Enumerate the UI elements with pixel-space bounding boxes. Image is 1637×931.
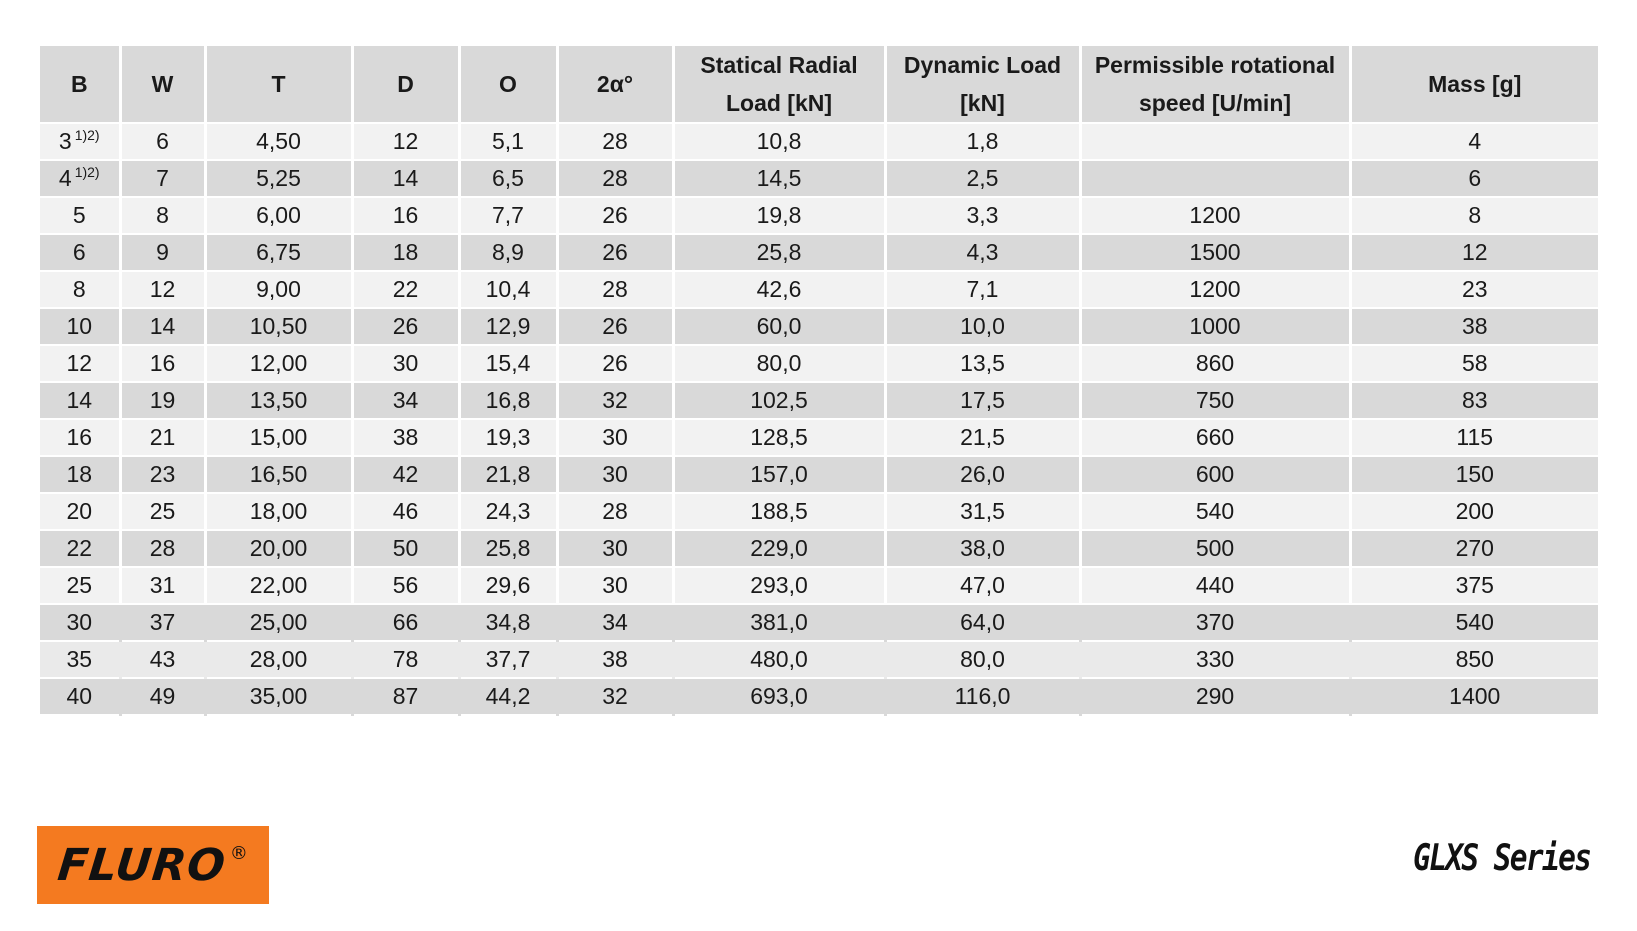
table-body	[40, 123, 1598, 715]
cell-dynamic-load: 31,5	[885, 493, 1080, 530]
header-static-load: Statical Radial Load [kN]	[673, 45, 885, 123]
cell-rotational-speed: 370	[1080, 604, 1350, 641]
cell-rotational-speed: 1200	[1080, 197, 1350, 234]
cell-mass: 375	[1350, 567, 1598, 604]
cell-b	[40, 641, 120, 678]
cell-dynamic-load: 1,8	[885, 123, 1080, 160]
cell-static-load: 381,0	[673, 604, 885, 641]
cell-w: 43	[120, 641, 205, 678]
cell-w: 49	[120, 678, 205, 715]
cell-angle: 28	[557, 493, 673, 530]
table-row	[40, 678, 1598, 715]
cell-rotational-speed: 860	[1080, 345, 1350, 382]
cell-b-value: 3	[58, 128, 72, 154]
cell-d: 87	[352, 678, 459, 715]
cell-rotational-speed: 600	[1080, 456, 1350, 493]
table-row	[40, 234, 1598, 271]
cell-o: 16,8	[459, 382, 557, 419]
table-row	[40, 308, 1598, 345]
cell-mass: 270	[1350, 530, 1598, 567]
cell-b-value: 10	[66, 313, 93, 339]
cell-b	[40, 604, 120, 641]
cell-b-value: 6	[72, 239, 86, 265]
cell-b-value: 12	[66, 350, 93, 376]
cell-mass: 6	[1350, 160, 1598, 197]
cell-angle: 32	[557, 382, 673, 419]
cell-d: 46	[352, 493, 459, 530]
cell-dynamic-load: 21,5	[885, 419, 1080, 456]
cell-t: 10,50	[205, 308, 352, 345]
cell-rotational-speed: 540	[1080, 493, 1350, 530]
cell-b	[40, 234, 120, 271]
cell-static-load: 80,0	[673, 345, 885, 382]
cell-rotational-speed	[1080, 160, 1350, 197]
cell-angle: 26	[557, 345, 673, 382]
cell-o: 8,9	[459, 234, 557, 271]
cell-t: 22,00	[205, 567, 352, 604]
cell-static-load: 14,5	[673, 160, 885, 197]
cell-t: 15,00	[205, 419, 352, 456]
cell-d: 30	[352, 345, 459, 382]
cell-static-load: 42,6	[673, 271, 885, 308]
table-row	[40, 604, 1598, 641]
cell-b	[40, 456, 120, 493]
cell-angle: 30	[557, 456, 673, 493]
cell-t: 20,00	[205, 530, 352, 567]
cell-b-value: 5	[72, 202, 86, 228]
cell-rotational-speed: 290	[1080, 678, 1350, 715]
header-b: B	[40, 45, 120, 123]
cell-static-load: 102,5	[673, 382, 885, 419]
cell-d: 22	[352, 271, 459, 308]
cell-t: 18,00	[205, 493, 352, 530]
header-w: W	[120, 45, 205, 123]
cell-b	[40, 308, 120, 345]
cell-o: 7,7	[459, 197, 557, 234]
cell-angle: 28	[557, 123, 673, 160]
table-row	[40, 345, 1598, 382]
cell-rotational-speed: 660	[1080, 419, 1350, 456]
cell-dynamic-load: 26,0	[885, 456, 1080, 493]
cell-w: 21	[120, 419, 205, 456]
cell-d: 56	[352, 567, 459, 604]
cell-static-load: 25,8	[673, 234, 885, 271]
cell-d: 50	[352, 530, 459, 567]
table-row	[40, 493, 1598, 530]
cell-w: 23	[120, 456, 205, 493]
cell-o: 15,4	[459, 345, 557, 382]
cell-b-value: 18	[66, 461, 93, 487]
table-row	[40, 160, 1598, 197]
cell-t: 28,00	[205, 641, 352, 678]
cell-rotational-speed: 440	[1080, 567, 1350, 604]
cell-static-load: 693,0	[673, 678, 885, 715]
cell-o: 19,3	[459, 419, 557, 456]
cell-dynamic-load: 4,3	[885, 234, 1080, 271]
table-row	[40, 419, 1598, 456]
cell-o: 12,9	[459, 308, 557, 345]
cell-t: 6,75	[205, 234, 352, 271]
cell-b-value: 8	[72, 276, 86, 302]
cell-rotational-speed: 1000	[1080, 308, 1350, 345]
cell-b-value: 14	[66, 387, 93, 413]
cell-angle: 32	[557, 678, 673, 715]
cell-static-load: 229,0	[673, 530, 885, 567]
cell-angle: 26	[557, 308, 673, 345]
cell-d: 78	[352, 641, 459, 678]
cell-static-load: 157,0	[673, 456, 885, 493]
cell-dynamic-load: 2,5	[885, 160, 1080, 197]
cell-mass: 4	[1350, 123, 1598, 160]
cell-o: 25,8	[459, 530, 557, 567]
cell-t: 5,25	[205, 160, 352, 197]
header-rotational-speed: Permissible rotational speed [U/min]	[1080, 45, 1350, 123]
cell-t: 13,50	[205, 382, 352, 419]
cell-static-load: 480,0	[673, 641, 885, 678]
cell-w: 16	[120, 345, 205, 382]
cell-o: 34,8	[459, 604, 557, 641]
table-row	[40, 382, 1598, 419]
cell-dynamic-load: 10,0	[885, 308, 1080, 345]
cell-o: 6,5	[459, 160, 557, 197]
cell-dynamic-load: 7,1	[885, 271, 1080, 308]
registered-mark: ®	[229, 842, 248, 864]
cell-dynamic-load: 3,3	[885, 197, 1080, 234]
table-row	[40, 271, 1598, 308]
cell-angle: 34	[557, 604, 673, 641]
table-row	[40, 197, 1598, 234]
cell-b	[40, 160, 120, 197]
cell-w: 9	[120, 234, 205, 271]
cell-mass: 115	[1350, 419, 1598, 456]
specification-table	[40, 44, 1598, 716]
cell-mass: 23	[1350, 271, 1598, 308]
cell-angle: 30	[557, 567, 673, 604]
cell-d: 66	[352, 604, 459, 641]
cell-w: 8	[120, 197, 205, 234]
footnote-marker: 1)2)	[74, 127, 100, 143]
cell-static-load: 188,5	[673, 493, 885, 530]
table-row	[40, 530, 1598, 567]
cell-b-value: 20	[66, 498, 93, 524]
cell-mass: 83	[1350, 382, 1598, 419]
cell-o: 24,3	[459, 493, 557, 530]
cell-b-value: 22	[66, 535, 93, 561]
table-row	[40, 456, 1598, 493]
cell-b	[40, 530, 120, 567]
cell-b	[40, 419, 120, 456]
cell-b-value: 30	[66, 609, 93, 635]
cell-mass: 540	[1350, 604, 1598, 641]
cell-w: 25	[120, 493, 205, 530]
header-t: T	[205, 45, 352, 123]
cell-t: 6,00	[205, 197, 352, 234]
fluro-logo	[37, 826, 269, 904]
cell-static-load: 128,5	[673, 419, 885, 456]
cell-w: 19	[120, 382, 205, 419]
cell-b	[40, 123, 120, 160]
cell-rotational-speed: 330	[1080, 641, 1350, 678]
cell-mass: 8	[1350, 197, 1598, 234]
cell-o: 21,8	[459, 456, 557, 493]
cell-o: 29,6	[459, 567, 557, 604]
cell-angle: 30	[557, 419, 673, 456]
cell-d: 16	[352, 197, 459, 234]
cell-d: 38	[352, 419, 459, 456]
table-row	[40, 641, 1598, 678]
cell-dynamic-load: 80,0	[885, 641, 1080, 678]
cell-t: 12,00	[205, 345, 352, 382]
cell-b	[40, 197, 120, 234]
cell-o: 5,1	[459, 123, 557, 160]
cell-b	[40, 271, 120, 308]
cell-rotational-speed: 1500	[1080, 234, 1350, 271]
cell-t: 4,50	[205, 123, 352, 160]
table-row	[40, 123, 1598, 160]
cell-o: 10,4	[459, 271, 557, 308]
cell-w: 28	[120, 530, 205, 567]
cell-w: 6	[120, 123, 205, 160]
series-label: GLXS Series	[1412, 838, 1590, 879]
cell-w: 37	[120, 604, 205, 641]
cell-t: 16,50	[205, 456, 352, 493]
header-mass: Mass [g]	[1350, 45, 1598, 123]
cell-rotational-speed	[1080, 123, 1350, 160]
cell-static-load: 60,0	[673, 308, 885, 345]
cell-w: 31	[120, 567, 205, 604]
cell-b	[40, 567, 120, 604]
cell-angle: 28	[557, 271, 673, 308]
cell-d: 42	[352, 456, 459, 493]
cell-b-value: 4	[58, 165, 72, 191]
cell-dynamic-load: 13,5	[885, 345, 1080, 382]
cell-angle: 28	[557, 160, 673, 197]
cell-d: 12	[352, 123, 459, 160]
logo-text: FLURO	[55, 839, 229, 891]
cell-b-value: 35	[66, 646, 93, 672]
cell-angle: 30	[557, 530, 673, 567]
cell-dynamic-load: 17,5	[885, 382, 1080, 419]
cell-mass: 850	[1350, 641, 1598, 678]
cell-mass: 150	[1350, 456, 1598, 493]
cell-b-value: 16	[66, 424, 93, 450]
cell-dynamic-load: 116,0	[885, 678, 1080, 715]
cell-t: 9,00	[205, 271, 352, 308]
cell-d: 14	[352, 160, 459, 197]
cell-d: 26	[352, 308, 459, 345]
cell-static-load: 10,8	[673, 123, 885, 160]
cell-b	[40, 493, 120, 530]
footnote-marker: 1)2)	[74, 164, 100, 180]
cell-w: 14	[120, 308, 205, 345]
cell-b-value: 40	[66, 683, 93, 709]
header-angle: 2α°	[557, 45, 673, 123]
table-row	[40, 567, 1598, 604]
cell-mass: 12	[1350, 234, 1598, 271]
cell-b	[40, 678, 120, 715]
cell-angle: 26	[557, 234, 673, 271]
cell-static-load: 19,8	[673, 197, 885, 234]
cell-d: 18	[352, 234, 459, 271]
cell-d: 34	[352, 382, 459, 419]
cell-b	[40, 345, 120, 382]
cell-mass: 38	[1350, 308, 1598, 345]
cell-angle: 38	[557, 641, 673, 678]
cell-mass: 200	[1350, 493, 1598, 530]
cell-o: 37,7	[459, 641, 557, 678]
cell-t: 25,00	[205, 604, 352, 641]
cell-rotational-speed: 500	[1080, 530, 1350, 567]
cell-rotational-speed: 750	[1080, 382, 1350, 419]
cell-w: 7	[120, 160, 205, 197]
cell-angle: 26	[557, 197, 673, 234]
header-d: D	[352, 45, 459, 123]
header-o: O	[459, 45, 557, 123]
cell-rotational-speed: 1200	[1080, 271, 1350, 308]
cell-dynamic-load: 47,0	[885, 567, 1080, 604]
header-row	[40, 45, 1598, 123]
header-dynamic-load: Dynamic Load [kN]	[885, 45, 1080, 123]
cell-dynamic-load: 38,0	[885, 530, 1080, 567]
cell-static-load: 293,0	[673, 567, 885, 604]
cell-t: 35,00	[205, 678, 352, 715]
cell-dynamic-load: 64,0	[885, 604, 1080, 641]
cell-b	[40, 382, 120, 419]
cell-mass: 58	[1350, 345, 1598, 382]
cell-b-value: 25	[66, 572, 93, 598]
cell-mass: 1400	[1350, 678, 1598, 715]
cell-o: 44,2	[459, 678, 557, 715]
cell-w: 12	[120, 271, 205, 308]
